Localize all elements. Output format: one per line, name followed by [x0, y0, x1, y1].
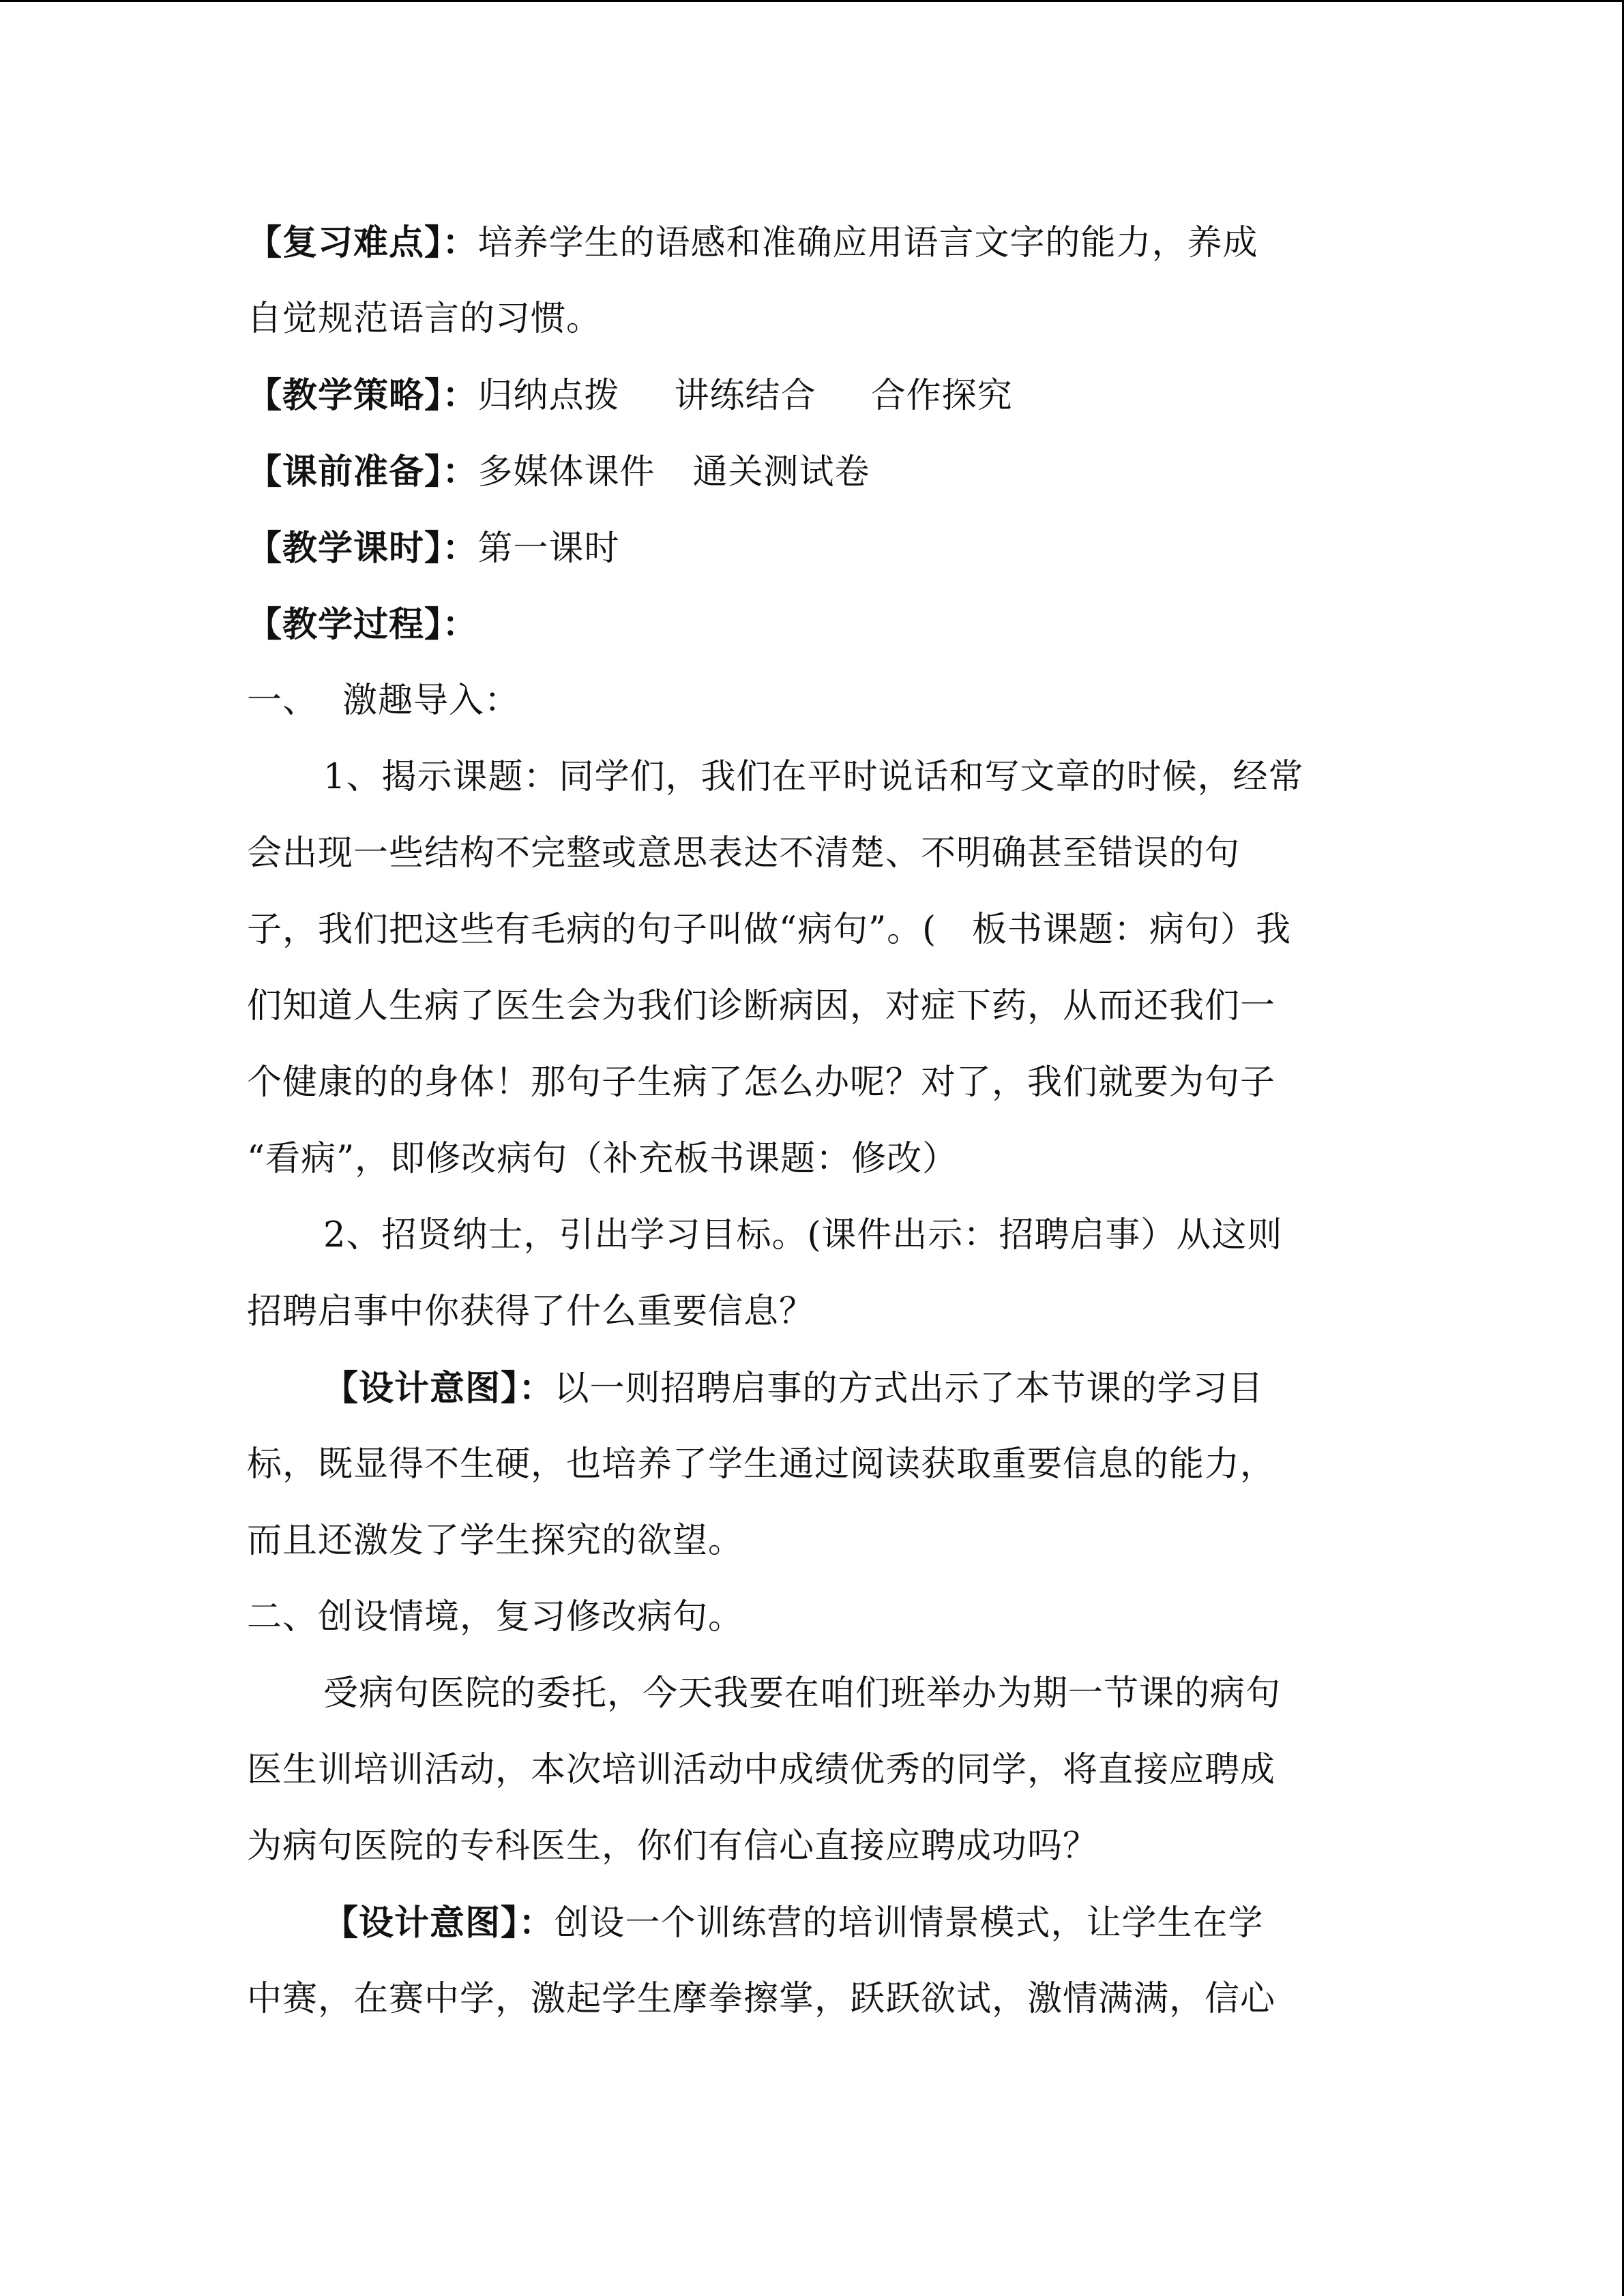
section-2-heading: 二、创设情境，复习修改病句。	[247, 1597, 744, 1637]
review-difficulty-separator: ：	[442, 222, 478, 263]
process-separator: ：	[442, 604, 478, 645]
paragraph-1-line: 子，我们把这些有毛病的句子叫做“病句”。( 板书课题：病句）我	[247, 910, 1292, 950]
document-body	[247, 205, 1393, 2038]
design-intent-1-line: 标，既显得不生硬，也培养了学生通过阅读获取重要信息的能力，	[247, 1444, 1276, 1485]
review-difficulty-line-1	[247, 205, 1393, 281]
review-difficulty-text-continued: 自觉规范语言的习惯。	[247, 299, 602, 339]
process-label: 【教学过程】	[247, 604, 443, 645]
strategy-separator: ：	[442, 375, 478, 416]
design-intent-1-line	[247, 1350, 1393, 1427]
period-label: 【教学课时】	[247, 528, 443, 569]
design-intent-1-separator: ：	[518, 1368, 555, 1409]
review-difficulty-line-2	[247, 281, 1393, 357]
period-text: 第一课时	[477, 528, 620, 569]
section-1-number: 一、	[247, 681, 319, 721]
section-1-title: 激趣导入：	[342, 681, 520, 721]
strategy-line	[247, 357, 1393, 434]
section-1-heading	[247, 663, 1393, 739]
paragraph-2-line: 招聘启事中你获得了什么重要信息？	[247, 1292, 815, 1332]
design-intent-2-line	[247, 1885, 1393, 1961]
page-border-top	[0, 0, 1624, 2]
preparation-separator: ：	[442, 451, 478, 492]
paragraph-1-line: 个健康的的身体！那句子生病了怎么办呢？对了，我们就要为句子	[247, 1062, 1276, 1103]
paragraph-3-line: 医生训培训活动，本次培训活动中成绩优秀的同学，将直接应聘成	[247, 1750, 1276, 1790]
design-intent-2-line: 中赛，在赛中学，激起学生摩拳擦掌，跃跃欲试，激情满满，信心	[247, 1979, 1276, 2019]
preparation-line	[247, 434, 1393, 510]
strategy-item: 归纳点拨	[477, 376, 620, 416]
design-intent-1-line: 而且还激发了学生探究的欲望。	[247, 1521, 744, 1561]
paragraph-3-line: 为病句医院的专科医生，你们有信心直接应聘成功吗？	[247, 1826, 1099, 1866]
strategy-label: 【教学策略】	[247, 375, 443, 416]
design-intent-2-label: 【设计意图】	[323, 1903, 519, 1943]
paragraph-1-line: 会出现一些结构不完整或意思表达不清楚、不明确甚至错误的句	[247, 833, 1241, 874]
preparation-label: 【课前准备】	[247, 451, 443, 492]
design-intent-1-text: 以一则招聘启事的方式出示了本节课的学习目	[554, 1369, 1264, 1409]
period-line	[247, 510, 1393, 586]
strategy-item: 讲练结合	[674, 376, 816, 416]
paragraph-2-line: 2、招贤纳士，引出学习目标。(课件出示：招聘启事）从这则	[323, 1215, 1283, 1255]
strategy-item: 合作探究	[870, 376, 1013, 416]
preparation-item: 多媒体课件	[477, 452, 655, 492]
paragraph-1-line: “看病”，即修改病句（补充板书课题：修改）	[247, 1139, 958, 1179]
review-difficulty-text: 培养学生的语感和准确应用语言文字的能力，养成	[477, 223, 1258, 263]
design-intent-2-separator: ：	[518, 1903, 555, 1943]
design-intent-1-label: 【设计意图】	[323, 1368, 519, 1409]
review-difficulty-label: 【复习难点】	[247, 222, 443, 263]
paragraph-1-line: 们知道人生病了医生会为我们诊断病因，对症下药，从而还我们一	[247, 986, 1276, 1026]
process-line	[247, 586, 1393, 663]
period-separator: ：	[442, 528, 478, 569]
preparation-item: 通关测试卷	[692, 452, 870, 492]
design-intent-2-text: 创设一个训练营的培训情景模式，让学生在学	[554, 1903, 1264, 1943]
paragraph-3-line: 受病句医院的委托，今天我要在咱们班举办为期一节课的病句	[323, 1673, 1282, 1714]
paragraph-1-line: 1、揭示课题：同学们，我们在平时说话和写文章的时候，经常	[323, 757, 1304, 797]
